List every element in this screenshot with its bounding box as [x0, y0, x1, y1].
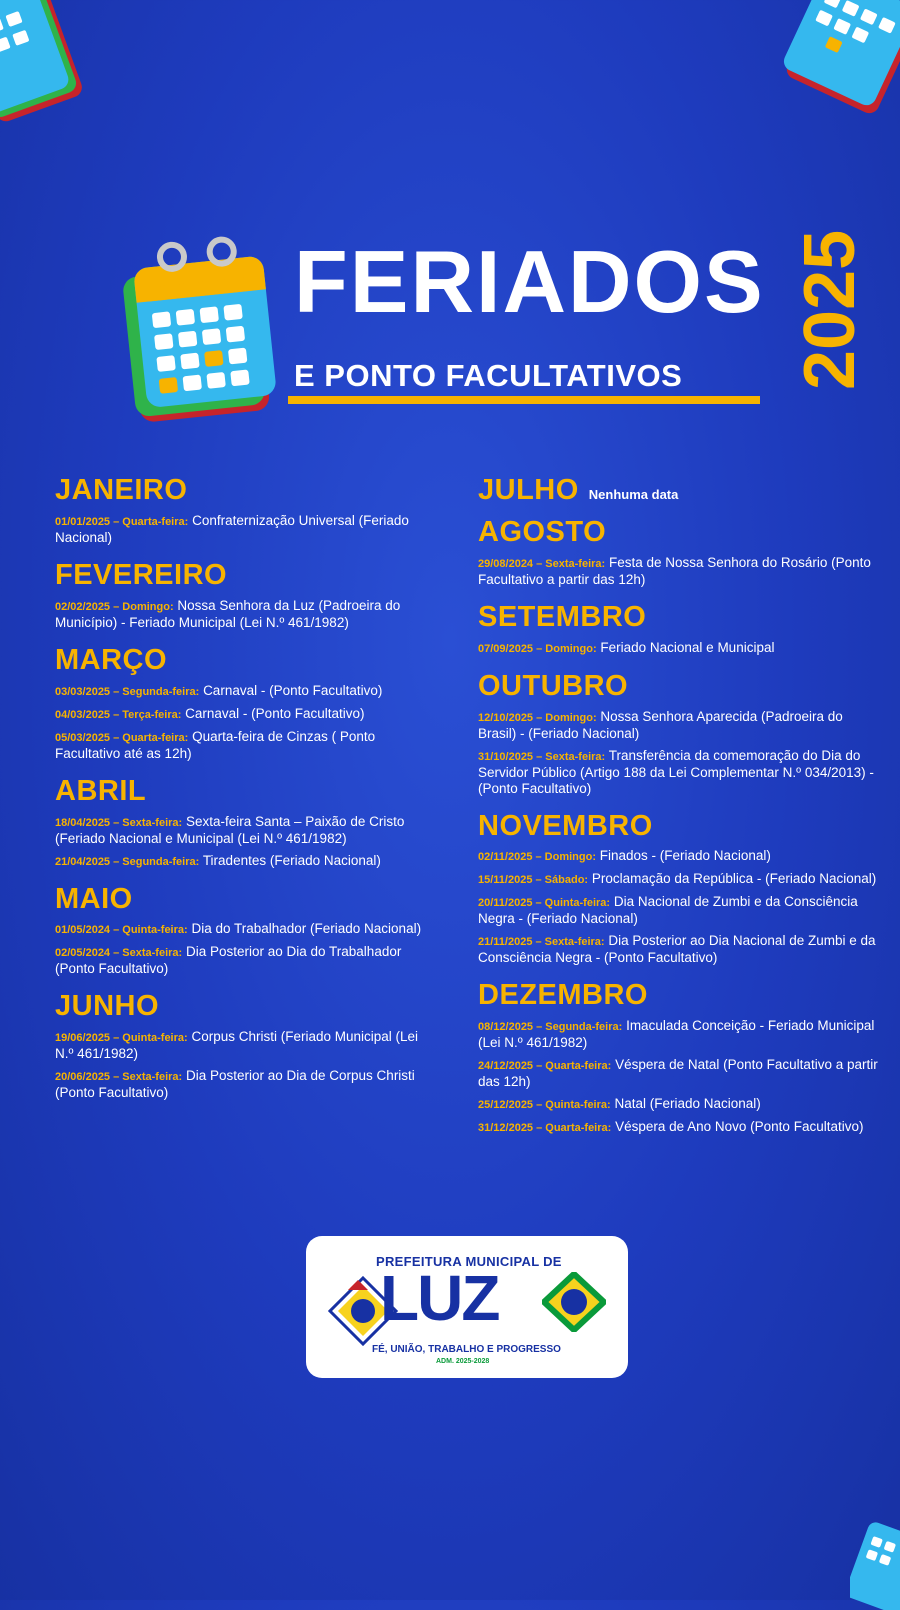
calendar-decoration-bottom-right: [850, 1520, 900, 1610]
holiday-description: Transferência da comemoração do Dia do Servidor Público (Artigo 188 da Lei Complementar N.º 034/2013) - (Ponto Facultativo): [478, 747, 874, 796]
holiday-date: 19/06/2025 – Quinta-feira:: [55, 1032, 188, 1045]
month-section-junho: [55, 991, 427, 1101]
holiday-date: 21/11/2025 – Sexta-feira:: [478, 936, 605, 949]
holiday-entry: [55, 853, 427, 870]
month-heading: MAIO: [55, 882, 133, 915]
right-column: [478, 475, 878, 1150]
title-underline: [288, 396, 760, 404]
month-note: Nenhuma data: [588, 487, 679, 502]
month-section-novembro: [478, 811, 878, 967]
holiday-entry: [478, 1096, 878, 1113]
holiday-entry: [478, 871, 878, 888]
month-section-dezembro: [478, 980, 878, 1136]
page-title: FERIADOS: [294, 232, 765, 331]
holiday-entry: [55, 513, 427, 546]
logo-name: LUZ: [380, 1262, 499, 1334]
page-subtitle: E PONTO FACULTATIVOS: [294, 358, 683, 393]
calendar-decoration-top-left: [0, 0, 90, 140]
holiday-date: 18/04/2025 – Sexta-feira:: [55, 816, 183, 829]
holiday-date: 08/12/2025 – Segunda-feira:: [478, 1021, 623, 1034]
holiday-entry: [478, 709, 878, 742]
holiday-description: Dia Nacional de Zumbi e da Consciência Negra - (Feriado Nacional): [478, 894, 858, 927]
brazil-flag-icon: [542, 1272, 606, 1332]
holiday-description: Dia do Trabalhador (Feriado Nacional): [191, 921, 422, 937]
calendar-icon: [118, 232, 288, 432]
month-heading: JANEIRO: [55, 474, 188, 506]
holiday-description: Sexta-feira Santa – Paixão de Cristo (Feriado Nacional e Municipal (Lei N.º 461/1982): [55, 813, 405, 846]
holiday-date: 24/12/2025 – Quarta-feira:: [478, 1060, 612, 1073]
holiday-date: 31/12/2025 – Quarta-feira:: [478, 1122, 612, 1135]
holiday-entry: [478, 1018, 878, 1051]
month-heading: ABRIL: [55, 774, 147, 807]
calendar-decoration-top-right: [780, 0, 900, 130]
holiday-entry: [478, 1057, 878, 1090]
holiday-description: Feriado Nacional e Municipal: [600, 639, 775, 655]
month-heading: SETEMBRO: [478, 600, 647, 633]
holiday-date: 02/05/2024 – Sexta-feira:: [55, 947, 183, 960]
holiday-description: Nossa Senhora Aparecida (Padroeira do Brasil) - (Feriado Nacional): [478, 708, 843, 741]
holiday-date: 04/03/2025 – Terça-feira:: [55, 708, 182, 721]
holiday-date: 31/10/2025 – Sexta-feira:: [478, 750, 606, 763]
month-section-janeiro: [55, 475, 427, 546]
logo-adm: ADM. 2025-2028: [436, 1358, 490, 1365]
holiday-description: Dia Posterior ao Dia Nacional de Zumbi e da Consciência Negra - (Ponto Facultativo): [478, 933, 876, 966]
month-section-julho: [478, 475, 878, 507]
holiday-date: 25/12/2025 – Quinta-feira:: [478, 1099, 611, 1112]
month-section-fevereiro: [55, 560, 427, 631]
holiday-date: 20/11/2025 – Quinta-feira:: [478, 897, 611, 910]
month-heading: MARÇO: [55, 643, 168, 676]
holiday-description: Finados - (Feriado Nacional): [599, 848, 771, 864]
month-section-abril: [55, 776, 427, 870]
holiday-description: Quarta-feira de Cinzas ( Ponto Facultativo até as 12h): [55, 728, 376, 761]
holiday-description: Nossa Senhora da Luz (Padroeira do Município) - Feriado Municipal (Lei N.º 461/1982): [55, 597, 401, 630]
month-heading: FEVEREIRO: [55, 558, 228, 591]
holiday-entry: [55, 1068, 427, 1101]
holiday-date: 21/04/2025 – Segunda-feira:: [55, 855, 200, 868]
holiday-entry: [478, 1119, 878, 1136]
holiday-description: Proclamação da República - (Feriado Nacional): [591, 871, 877, 887]
holiday-date: 05/03/2025 – Quarta-feira:: [55, 731, 189, 744]
holiday-description: Véspera de Natal (Ponto Facultativo a partir das 12h): [478, 1057, 878, 1090]
month-section-setembro: [478, 602, 878, 657]
holiday-entry: [55, 814, 427, 847]
holiday-description: Tiradentes (Feriado Nacional): [202, 852, 381, 868]
holiday-description: Confraternização Universal (Feriado Nacional): [55, 512, 409, 545]
holiday-entry: [478, 848, 878, 865]
holiday-description: Natal (Feriado Nacional): [614, 1096, 761, 1112]
month-section-outubro: [478, 671, 878, 797]
holiday-date: 01/05/2024 – Quinta-feira:: [55, 924, 188, 937]
holiday-entry: [478, 748, 878, 797]
holiday-date: 02/11/2025 – Domingo:: [478, 851, 596, 864]
holiday-entry: [55, 921, 427, 938]
holiday-entry: [55, 1029, 427, 1062]
holiday-entry: [55, 598, 427, 631]
holiday-entry: [478, 640, 878, 657]
holiday-date: 29/08/2024 – Sexta-feira:: [478, 557, 606, 570]
holiday-date: 03/03/2025 – Segunda-feira:: [55, 685, 200, 698]
month-section-março: [55, 645, 427, 762]
prefeitura-logo: [306, 1236, 628, 1378]
month-heading: NOVEMBRO: [478, 809, 653, 842]
holiday-entry: [478, 894, 878, 927]
holiday-description: Carnaval - (Ponto Facultativo): [203, 682, 383, 698]
month-heading: OUTUBRO: [478, 669, 629, 702]
holiday-description: Dia Posterior ao Dia de Corpus Christi (Ponto Facultativo): [55, 1068, 415, 1101]
holiday-description: Festa de Nossa Senhora do Rosário (Ponto Facultativo a partir das 12h): [478, 554, 871, 587]
holiday-entry: [478, 555, 878, 588]
holiday-date: 20/06/2025 – Sexta-feira:: [55, 1071, 183, 1084]
holiday-description: Véspera de Ano Novo (Ponto Facultativo): [615, 1119, 864, 1135]
holiday-entry: [55, 729, 427, 762]
holiday-description: Corpus Christi (Feriado Municipal (Lei N.º 461/1982): [55, 1029, 419, 1062]
month-heading: AGOSTO: [478, 515, 607, 548]
holiday-date: 02/02/2025 – Domingo:: [55, 600, 174, 613]
page-year: 2025: [790, 229, 870, 390]
logo-top-text: PREFEITURA MUNICIPAL DE: [376, 1254, 562, 1269]
month-heading: JULHO: [478, 474, 579, 506]
logo-slogan: FÉ, UNIÃO, TRABALHO E PROGRESSO: [372, 1344, 561, 1355]
holiday-date: 07/09/2025 – Domingo:: [478, 642, 597, 655]
holiday-date: 12/10/2025 – Domingo:: [478, 711, 597, 724]
holiday-entry: [55, 706, 427, 723]
holiday-date: 15/11/2025 – Sábado:: [478, 874, 589, 887]
month-section-agosto: [478, 517, 878, 588]
holiday-entry: [55, 683, 427, 700]
holiday-description: Dia Posterior ao Dia do Trabalhador (Ponto Facultativo): [55, 944, 402, 977]
holiday-description: Carnaval - (Ponto Facultativo): [185, 705, 365, 721]
holiday-entry: [55, 944, 427, 977]
left-column: [55, 475, 427, 1115]
title-block: [118, 229, 870, 422]
holiday-description: Imaculada Conceição - Feriado Municipal (Lei N.º 461/1982): [478, 1018, 875, 1051]
month-heading: JUNHO: [55, 990, 160, 1023]
month-section-maio: [55, 884, 427, 978]
month-heading: DEZEMBRO: [478, 979, 648, 1012]
holiday-date: 01/01/2025 – Quarta-feira:: [55, 515, 189, 528]
holiday-entry: [478, 933, 878, 966]
